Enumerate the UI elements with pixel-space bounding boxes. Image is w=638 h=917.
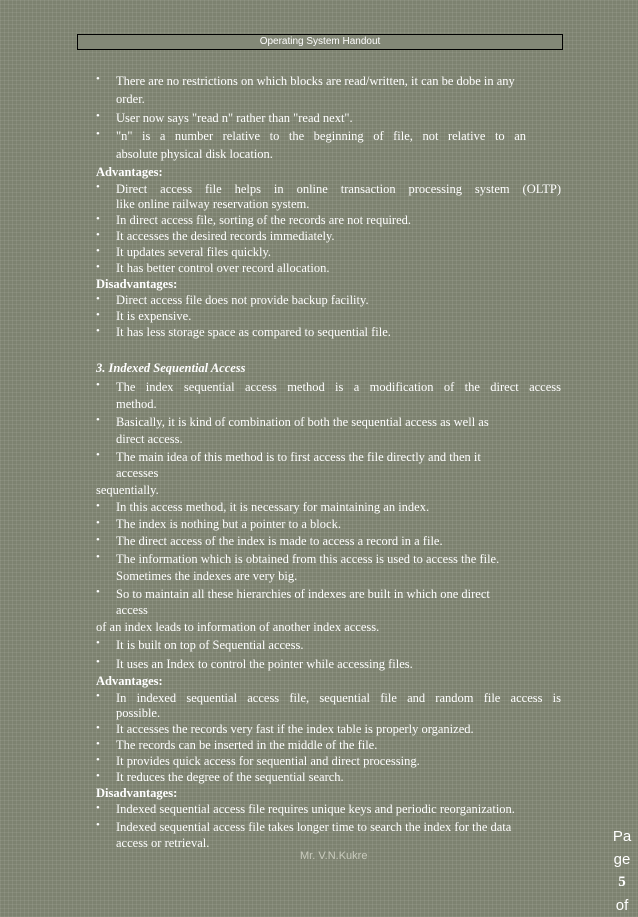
text-line: It is built on top of Sequential access. — [116, 638, 304, 652]
bullet-icon: • — [96, 770, 100, 782]
text-line: The index is nothing but a pointer to a block. — [116, 517, 341, 531]
text-line: In indexed sequential access file, sequential file and random file access is — [116, 691, 561, 705]
header-title: Operating System Handout — [259, 36, 381, 47]
text-line: "n" is a number relative to the beginning of file, not relative to an — [116, 129, 526, 143]
text-line: It updates several files quickly. — [116, 245, 272, 259]
bullet-icon: • — [96, 309, 100, 321]
text-line: It has better control over record allocation. — [116, 261, 330, 275]
advantages-heading: Advantages: — [96, 674, 163, 688]
text-line: possible. — [116, 706, 161, 720]
text-line: It is expensive. — [116, 309, 192, 323]
text-line: The index sequential access method is a modification of the direct access — [116, 380, 561, 394]
bullet-icon: • — [96, 110, 100, 122]
bullet-icon: • — [96, 449, 100, 461]
text-line: Indexed sequential access file takes longer time to search the index for the data — [116, 820, 512, 834]
text-line: It accesses the desired records immediately. — [116, 229, 335, 243]
text-line: It uses an Index to control the pointer while accessing files. — [116, 657, 413, 671]
text-line: There are no restrictions on which blocks are read/written, it can be dobe in any — [116, 74, 515, 88]
text-line: Direct access file helps in online transaction processing system (OLTP) — [116, 182, 561, 196]
bullet-icon: • — [96, 656, 100, 668]
bullet-icon: • — [96, 517, 100, 529]
text-line: direct access. — [116, 432, 183, 446]
page-number-marker — [606, 825, 638, 917]
text-line: Basically, it is kind of combination of both the sequential access as well as — [116, 415, 489, 429]
text-line: The main idea of this method is to first access the file directly and then it — [116, 450, 481, 464]
bullet-icon: • — [96, 754, 100, 766]
text-line: The information which is obtained from this access is used to access the file. — [116, 552, 500, 566]
bullet-icon: • — [96, 128, 100, 140]
bullet-icon: • — [96, 229, 100, 241]
bullet-icon: • — [96, 738, 100, 750]
text-line: The direct access of the index is made to access a record in a file. — [116, 534, 443, 548]
page-label-part: ge — [613, 851, 631, 868]
bullet-icon: • — [96, 500, 100, 512]
page-label-part: Pa — [612, 828, 632, 845]
text-line: accesses — [116, 466, 159, 480]
bullet-icon: • — [96, 213, 100, 225]
text-line: So to maintain all these hierarchies of indexes are built in which one direct — [116, 587, 490, 601]
text-line: Sometimes the indexes are very big. — [116, 569, 298, 583]
bullet-icon: • — [96, 261, 100, 273]
disadvantages-heading: Disadvantages: — [96, 277, 178, 291]
bullet-icon: • — [96, 722, 100, 734]
text-line: It accesses the records very fast if the index table is properly organized. — [116, 722, 474, 736]
page-header — [77, 34, 563, 50]
page-label-part: of — [615, 897, 629, 914]
page-number: 5 — [618, 874, 626, 890]
advantages-heading: Advantages: — [96, 165, 163, 179]
text-line: access or retrieval. — [116, 836, 210, 850]
bullet-icon: • — [96, 245, 100, 257]
text-line: sequentially. — [96, 483, 159, 497]
bullet-icon: • — [96, 551, 100, 563]
text-line: method. — [116, 397, 157, 411]
text-line: The records can be inserted in the middle of the file. — [116, 738, 378, 752]
bullet-icon: • — [96, 414, 100, 426]
text-line: User now says "read n" rather than "read next". — [116, 111, 353, 125]
bullet-icon: • — [96, 637, 100, 649]
section-heading: 3. Indexed Sequential Access — [96, 361, 246, 375]
text-line: It provides quick access for sequential and direct processing. — [116, 754, 420, 768]
text-line: access — [116, 603, 148, 617]
text-line: Direct access file does not provide backup facility. — [116, 293, 369, 307]
text-line: In this access method, it is necessary for maintaining an index. — [116, 500, 430, 514]
text-line: of an index leads to information of another index access. — [96, 620, 380, 634]
disadvantages-heading: Disadvantages: — [96, 786, 178, 800]
bullet-icon: • — [96, 181, 100, 193]
text-line: order. — [116, 92, 145, 106]
bullet-icon: • — [96, 802, 100, 814]
footer-author: Mr. V.N.Kukre — [300, 850, 368, 862]
text-line: In direct access file, sorting of the records are not required. — [116, 213, 412, 227]
bullet-icon: • — [96, 73, 100, 85]
text-line: like online railway reservation system. — [116, 197, 310, 211]
bullet-icon: • — [96, 586, 100, 598]
text-line: It has less storage space as compared to sequential file. — [116, 325, 391, 339]
bullet-icon: • — [96, 819, 100, 831]
bullet-icon: • — [96, 379, 100, 391]
text-line: absolute physical disk location. — [116, 147, 273, 161]
bullet-icon: • — [96, 690, 100, 702]
bullet-icon: • — [96, 293, 100, 305]
text-line: Indexed sequential access file requires unique keys and periodic reorganization. — [116, 802, 515, 816]
bullet-icon: • — [96, 325, 100, 337]
text-line: It reduces the degree of the sequential search. — [116, 770, 344, 784]
bullet-icon: • — [96, 534, 100, 546]
